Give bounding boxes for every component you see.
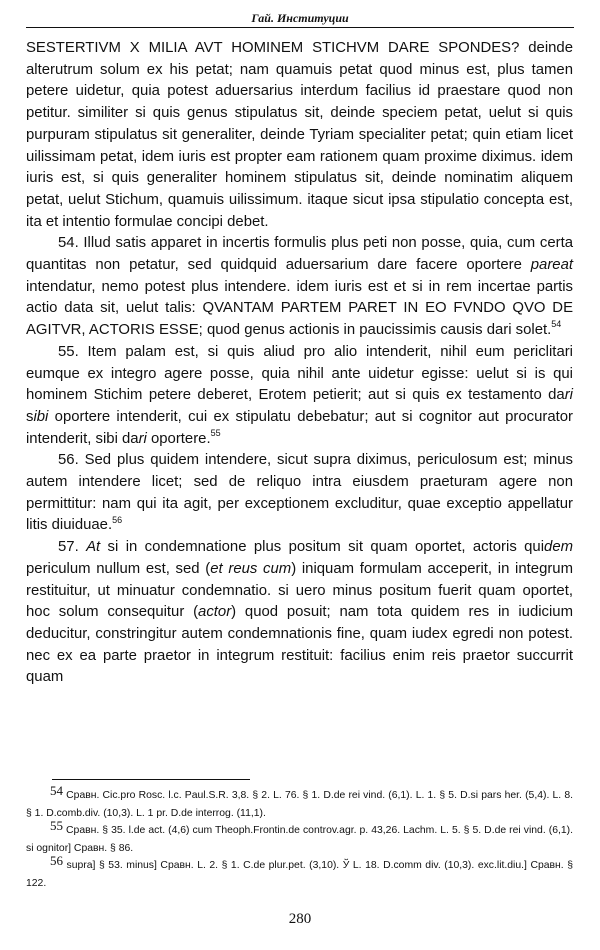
paragraph-57 — [26, 537, 573, 689]
footnote-56 — [26, 852, 573, 892]
paragraph-56 — [26, 450, 573, 537]
footnote-text: supra] § 53. minus] Сравн. L. 2. § 1. C.de plur.pet. (3,10). Ў L. 18. D.comm div. (10,3). exc.lit.diu.] Сравн. § 122. — [26, 860, 573, 889]
paragraph-text: 55. Item palam est, si quis aliud pro alio intenderit, nihil eum periclitari eumque ex integro agere posse, quia nihil ante uidetur egisse: uelut si is qui hominem Stichim petere deberet, Erotem petierit; aut si quis ex testamento da — [26, 343, 573, 404]
paragraph-text: 57. — [58, 539, 87, 556]
paragraph-54 — [26, 233, 573, 342]
italic-text: At — [86, 539, 101, 556]
paragraph-55 — [26, 342, 573, 451]
paragraph-text: periculum nullum est, sed ( — [26, 560, 211, 577]
footnotes — [26, 782, 573, 892]
italic-text: pareat — [530, 257, 573, 274]
footnote-text: Сравн. § 35. l.de act. (4,6) cum Theoph.Frontin.de controv.agr. p. 43,26. Lachm. L. 5. § 5. D.de rei vind. (6,1). si ognitor] Сравн. § 86. — [26, 825, 573, 854]
footnote-number: 56 — [50, 852, 63, 868]
footnote-ref-55[interactable]: 55 — [210, 427, 221, 438]
italic-text: ri — [564, 387, 573, 404]
footnote-number: 54 — [50, 782, 63, 798]
main-text — [26, 38, 573, 689]
paragraph-text: 54. Illud satis apparet in incertis formulis plus peti non posse, quia, cum certa quantitas non petatur, sed quidquid aduersarium dare facere oportere — [26, 235, 573, 274]
page-number: 280 — [288, 911, 312, 927]
paragraph-text: intendatur, nemo potest plus intendere. idem iuris est et si in rem incertae partis actio data sit, uelut talis: QVANTAM PARTEM PARET IN EO FVNDO QVO DE AGITVR, ACTORIS ESSE; quod genus actionis in paucissimis causis dari solet. — [26, 278, 573, 339]
paragraph-text: s — [26, 408, 34, 425]
running-header-title: Гай. Институции — [251, 11, 349, 25]
paragraph-text: ) quod posuit; nam tota quidem res in iudicium deducitur, constringitur autem condemnationis fine, quam iudex egredi non potest. nec ex ea parte praetor in integrum restituit: facilius enim reis praetor succurrit quam — [26, 604, 573, 686]
paragraph-text: ) iniquam formulam acceperit, in integrum restituitur, ut minuatur condemnatio. si uero minus positum fuerit quam oportet, hoc solum consequitur ( — [26, 560, 573, 621]
paragraph-text: si in condemnatione plus positum sit quam oportet, actoris qui — [100, 539, 545, 556]
italic-text: ibi — [33, 408, 49, 425]
italic-text: dem — [544, 539, 573, 556]
footnote-number: 55 — [50, 817, 63, 833]
footnote-separator — [52, 779, 250, 780]
paragraph-text: SESTERTIVM X MILIA AVT HOMINEM STICHVM DARE SPONDES? deinde alterutrum solum ex his petat; nam quamuis petat quod minus est, plus tamen petere uidetur, quia potest aduersarius interdum facilius id praestare quod non petitur. similiter si quis genus stipulatus sit, deinde speciem petat, uelut si quis purpuram stipulatus sit generaliter, deinde Tyriam specialiter petat; quin etiam licet uilissimam petat, idem iuris est propter eam rationem quam proxime diximus. idem iuris est, si quis generaliter hominem stipulatus sit, deinde nominatim aliquem petat, uelut Stichum, quamuis uilissimum. itaque sicut ipsa stipulatio concepta est, ita et intentio formulae concipi debet. — [26, 40, 573, 230]
footnote-54 — [26, 782, 573, 822]
italic-text: actor — [198, 604, 232, 621]
paragraph-text: oportere. — [146, 430, 211, 447]
footnote-ref-54[interactable]: 54 — [551, 319, 562, 330]
footnote-text: Сравн. Cic.pro Rosc. l.c. Paul.S.R. 3,8. § 2. L. 76. § 1. D.de rei vind. (6,1). L. 1. § 5. D.si pars her. (5,4). L. 8. § 1. D.comb.div. (10,3). L. 1 pr. D.de interrog. (11,1). — [26, 790, 573, 819]
paragraph-text: 56. Sed plus quidem intendere, sicut supra diximus, periculosum est; minus autem intendere licet; sed de reliquo intra eiusdem praeturam agere non permittitur: nam qui ita agit, per exceptionem excluditur, quae exceptio appellatur litis diuiduae. — [26, 452, 573, 534]
paragraph-continued — [26, 38, 573, 233]
footnote-55 — [26, 817, 573, 857]
running-header — [26, 11, 574, 29]
italic-text: et reus cum — [210, 560, 292, 577]
footnote-ref-56[interactable]: 56 — [112, 514, 123, 525]
paragraph-text: oportere intenderit, cui ex stipulatu debebatur; aut si cognitor aut procurator intenderit, sibi da — [26, 408, 573, 447]
italic-text: ri — [138, 430, 147, 447]
header-rule — [26, 27, 574, 28]
